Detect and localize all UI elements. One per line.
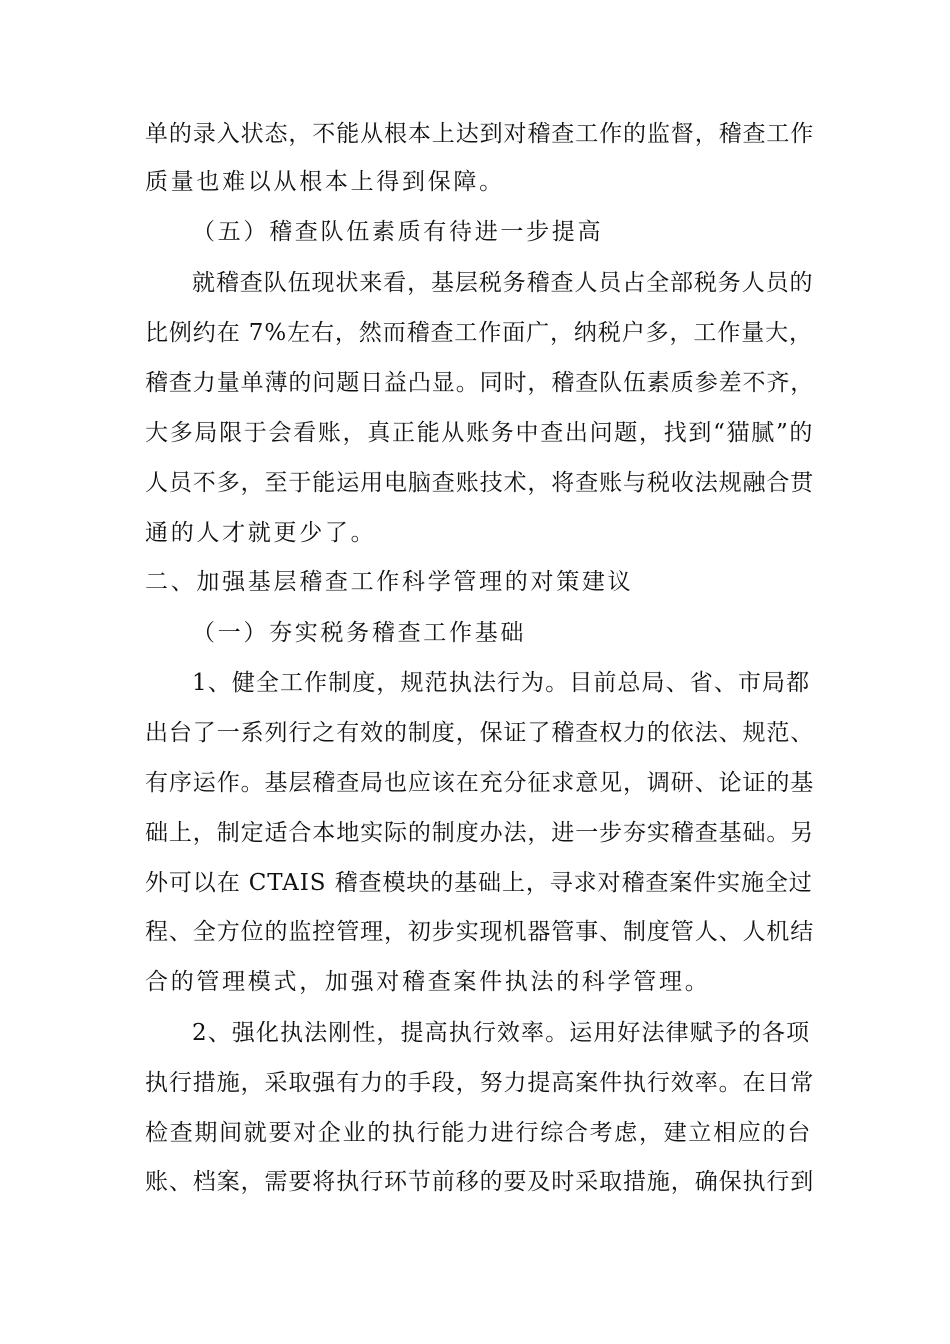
body-text-line: 外可以在 CTAIS 稽查模块的基础上，寻求对稽查案件实施全过 [145,870,813,896]
body-text-line: 检查期间就要对企业的执行能力进行综合考虑，建立相应的台 [145,1120,812,1146]
body-text-line: 合的管理模式，加强对稽查案件执法的科学管理。 [145,969,711,995]
paragraph-first-line: 2、强化执法刚性，提高执行效率。运用好法律赋予的各项 [192,1020,811,1046]
paragraph-first-line: 1、健全工作制度，规范执法行为。目前总局、省、市局都 [192,670,811,696]
body-text-line: 比例约在 7%左右，然而稽查工作面广，纳税户多，工作量大， [145,320,813,346]
subsection-heading: （一）夯实税务稽查工作基础 [192,620,527,646]
body-text-line: 有序运作。基层稽查局也应该在充分征求意见，调研、论证的基 [145,770,815,796]
subsection-heading: （五）稽查队伍素质有待进一步提高 [192,219,604,245]
body-text-line: 稽查力量单薄的问题日益凸显。同时，稽查队伍素质参差不齐， [145,370,815,396]
body-text-line: 大多局限于会看账，真正能从账务中查出问题，找到“猫腻”的 [145,420,815,446]
body-text-line: 出台了一系列行之有效的制度，保证了稽查权力的依法、规范、 [145,720,815,746]
body-text-line: 通的人才就更少了。 [145,520,377,546]
body-text-line: 质量也难以从根本上得到保障。 [145,169,505,195]
section-heading: 二、加强基层稽查工作科学管理的对策建议 [145,569,634,595]
body-text-line: 账、档案，需要将执行环节前移的要及时采取措施，确保执行到 [145,1169,815,1195]
body-text-line: 础上，制定适合本地实际的制度办法，进一步夯实稽查基础。另 [145,820,815,846]
body-text-line: 执行措施，采取强有力的手段，努力提高案件执行效率。在日常 [145,1070,815,1096]
paragraph-first-line: 就稽查队伍现状来看，基层税务稽查人员占全部税务人员的 [192,270,814,296]
body-text-line: 人员不多，至于能运用电脑查账技术，将查账与税收法规融合贯 [145,470,815,496]
body-text-line: 单的录入状态，不能从根本上达到对稽查工作的监督，稽查工作 [145,121,815,147]
body-text-line: 程、全方位的监控管理，初步实现机器管事、制度管人、人机结 [145,919,815,945]
